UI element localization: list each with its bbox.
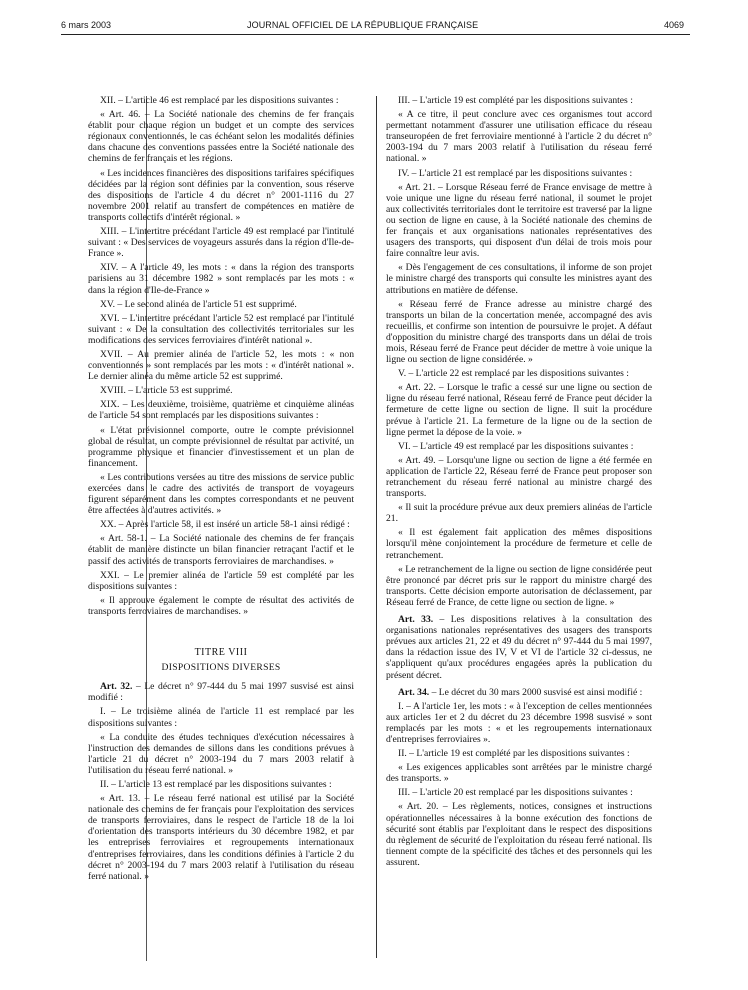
header-date: 6 mars 2003 — [61, 20, 112, 30]
paragraph: II. – L'article 19 est complété par les dispositions suivantes : — [398, 748, 630, 760]
paragraph: « L'état prévisionnel comporte, outre le compte prévisionnel global de résultat, un compte prévisionnel de résultat par activité, un programme physique et financier d'investissement et un plan de financement. — [88, 424, 354, 469]
paragraph: « Art. 22. – Lorsque le trafic a cessé sur une ligne ou section de ligne du réseau ferré national, Réseau ferré de France peut décider la fermeture de cette ligne ou section de ligne. Il suit la procédure prévue à l'article 21. La fermeture de la ligne ou de la section de ligne permet la dépose de la voie. » — [386, 382, 652, 438]
article-paragraph — [386, 687, 652, 698]
section-title: TITRE VIII — [194, 647, 248, 659]
paragraph: XVII. – Au premier alinéa de l'article 52, les mots : « non conventionnés » sont remplacés par les mots : « d'intérêt national ». Le dernier alinéa du même article 52 est supprimé. — [88, 348, 354, 383]
paragraph: « Réseau ferré de France adresse au ministre chargé des transports un bilan de la concertation menée, accompagné des avis recueillis, et confirme son intention de poursuivre le projet. A défaut d'opposition du ministre chargé des transports dans un délai de trois mois, Réseau ferré de France peut décider de mettre à voie unique la ligne ou section de ligne considérée. » — [386, 298, 652, 366]
paragraph: « Les incidences financières des dispositions tarifaires spécifiques décidées par la région sont définies par la convention, sous réserve des dispositions de l'article 4 du décret n° 2001-1116 du 27 novembre 2001 relatif au transfert de compétences en matière de transports collectifs d'intérêt régional. » — [88, 167, 354, 223]
paragraph: « Art. 49. – Lorsqu'une ligne ou section de ligne a été fermée en application de l'article 22, Réseau ferré de France peut proposer son retranchement du réseau ferré national au ministre chargé des transports. — [386, 454, 652, 500]
paragraph: « Il est également fait application des mêmes dispositions lorsqu'il mène conjointement la procédure de fermeture et celle de retranchement. — [386, 527, 652, 561]
right-column — [386, 95, 652, 871]
paragraph: XIV. – A l'article 49, les mots : « dans la région des transports parisiens au 31 décembre 1982 » sont remplacés par les mots : « dans la région d'Ile-de-France » — [88, 262, 354, 296]
paragraph: « Art. 46. – La Société nationale des chemins de fer français établit pour chaque région un budget et un compte des services régionaux conventionnés, le cas échéant selon les modalités définies dans chacune des conventions passées entre la Société nationale des chemins de fer français et les régions. — [88, 109, 354, 165]
paragraph: « Les contributions versées au titre des missions de service public exercées dans le cadre des activités de transport de voyageurs figurent séparément dans les comptes correspondants et ne peuvent être affectées à d'autres activités. » — [88, 471, 354, 517]
article-paragraph — [386, 614, 652, 681]
paragraph: VI. – L'article 49 est remplacé par les dispositions suivantes : — [398, 440, 634, 452]
page-header — [0, 0, 748, 40]
article-label: Art. 32. — [100, 681, 133, 693]
paragraph: « Il approuve également le compte de résultat des activités de transports ferroviaires de marchandises. » — [88, 594, 354, 617]
paragraph: XVIII. – L'article 53 est supprimé. — [100, 385, 233, 397]
left-column — [88, 95, 354, 885]
paragraph: I. – Le troisième alinéa de l'article 11 est remplacé par les dispositions suivantes : — [88, 706, 354, 729]
paragraph: I. – A l'article 1er, les mots : « à l'exception de celles mentionnées aux articles 1er et 2 du décret du 23 décembre 1998 susvisé » sont remplacés par les mots : « et les regroupements internationaux d'entreprises ferroviaires ». — [386, 700, 652, 745]
article-paragraph — [88, 681, 354, 703]
paragraph: II. – L'article 13 est remplacé par les dispositions suivantes : — [100, 778, 332, 790]
paragraph: XII. – L'article 46 est remplacé par les dispositions suivantes : — [100, 95, 339, 106]
paragraph: III. – L'article 20 est remplacé par les dispositions suivantes : — [398, 787, 633, 799]
paragraph: « La conduite des études techniques d'exécution nécessaires à l'instruction des demandes de sillons dans les conditions prévues à l'article 21 du décret n° 2003-194 du 7 mars 2003 relatif à l'utilisation du réseau ferré national. » — [88, 731, 354, 776]
page-number: 4069 — [664, 20, 685, 30]
paragraph: XIII. – L'intertitre précédant l'article 49 est remplacé par l'intitulé suivant : « Des services de voyageurs assurés dans la région d'Ile-de-France ». — [88, 226, 354, 260]
section-subtitle: DISPOSITIONS DIVERSES — [161, 662, 281, 674]
paragraph: « Le retranchement de la ligne ou section de ligne considérée peut être prononcé par décret pris sur le rapport du ministre chargé des transports. Cette décision emporte autorisation de déclassement, par Réseau ferré de France, de cette ligne ou section de ligne. » — [386, 563, 652, 608]
paragraph: XIX. – Les deuxième, troisième, quatrième et cinquième alinéas de l'article 54 sont remplacés par les dispositions suivantes : — [88, 399, 354, 422]
paragraph: XXI. – Le premier alinéa de l'article 59 est complété par les dispositions suivantes : — [88, 569, 354, 592]
paragraph: XX. – Après l'article 58, il est inséré un article 58-1 ainsi rédigé : — [100, 519, 350, 531]
paragraph: XVI. – L'intertitre précédant l'article 52 est remplacé par l'intitulé suivant : « De la consultation des collectivités territoriales sur les modifications des services ferroviaires d'intérêt national ». — [88, 312, 354, 346]
paragraph: « Il suit la procédure prévue aux deux premiers alinéas de l'article 21. — [386, 502, 652, 525]
journal-title: JOURNAL OFFICIEL DE LA RÉPUBLIQUE FRANÇAISE — [247, 20, 479, 30]
article-text: – Le décret du 30 mars 2000 susvisé est ainsi modifié : — [429, 686, 643, 698]
paragraph: IV. – L'article 21 est remplacé par les dispositions suivantes : — [398, 167, 633, 179]
paragraph: « Les exigences applicables sont arrêtées par le ministre chargé des transports. » — [386, 762, 652, 785]
paragraph: « Art. 58-1. – La Société nationale des chemins de fer français établit de manière distincte un bilan financier retraçant l'actif et le passif des activités de transports ferroviaires de marchandises. » — [88, 533, 354, 567]
paragraph: « Art. 21. – Lorsque Réseau ferré de France envisage de mettre à voie unique une ligne du réseau ferré national, il soumet le projet aux collectivités territoriales dont le territoire est traversé par la ligne ou section de ligne en cause, à la Société nationale des chemins de fer français et aux organisations nationales représentatives des usagers des transports, qui disposent d'un délai de trois mois pour faire connaître leur avis. — [386, 181, 652, 260]
paragraph: III. – L'article 19 est complété par les dispositions suivantes : — [398, 95, 633, 106]
paragraph: « Art. 13. – Le réseau ferré national est utilisé par la Société nationale des chemins de fer français pour l'exploitation des services de transports ferroviaires, dans le respect de l'article 18 de la loi d'orientation des transports intérieurs du 30 décembre 1982, et par les entreprises ferroviaires et regroupements internationaux d'entreprises ferroviaires, dans les conditions définies à l'article 2 du décret n° 2003-194 du 7 mars 2003 relatif à l'utilisation du réseau ferré national. » — [88, 793, 354, 882]
article-text: – Les dispositions relatives à la consultation des organisations nationales représentatives des usagers des transports prévues aux articles 21, 22 et 49 du décret n° 97-444 du 5 mai 1997, dans la rédaction issue des IV, V et VI de l'article 32 ci-dessus, ne s'appliquent qu'aux procédures engagées après la publication du présent décret. — [386, 614, 653, 681]
paragraph: XV. – Le second alinéa de l'article 51 est supprimé. — [100, 298, 297, 310]
paragraph: « A ce titre, il peut conclure avec ces organismes tout accord permettant notamment d'assurer une utilisation efficace du réseau transeuropéen de fret ferroviaire mentionné à l'article 2 du décret n° 2003-194 du 7 mars 2003 relatif à l'utilisation du réseau ferré national. » — [386, 109, 652, 165]
column-divider — [376, 96, 377, 958]
article-label: Art. 33. — [398, 614, 434, 626]
article-label: Art. 34. — [398, 686, 430, 698]
paragraph: V. – L'article 22 est remplacé par les dispositions suivantes : — [398, 368, 629, 380]
header-rule — [61, 34, 690, 35]
article-text: – Le décret n° 97-444 du 5 mai 1997 susvisé est ainsi modifié : — [88, 681, 354, 704]
paragraph: « Art. 20. – Les règlements, notices, consignes et instructions opérationnelles nécessaires à la bonne exécution des fonctions de sécurité sont établis par l'exploitant dans le respect des dispositions du règlement de sécurité de l'exploitation du réseau ferré national. Ils tiennent compte de la spécificité des tâches et des personnels qui les assurent. — [386, 801, 652, 868]
paragraph: « Dès l'engagement de ces consultations, il informe de son projet le ministre chargé des transports qui consulte les ministres ayant des attributions en matière de défense. — [386, 262, 652, 296]
